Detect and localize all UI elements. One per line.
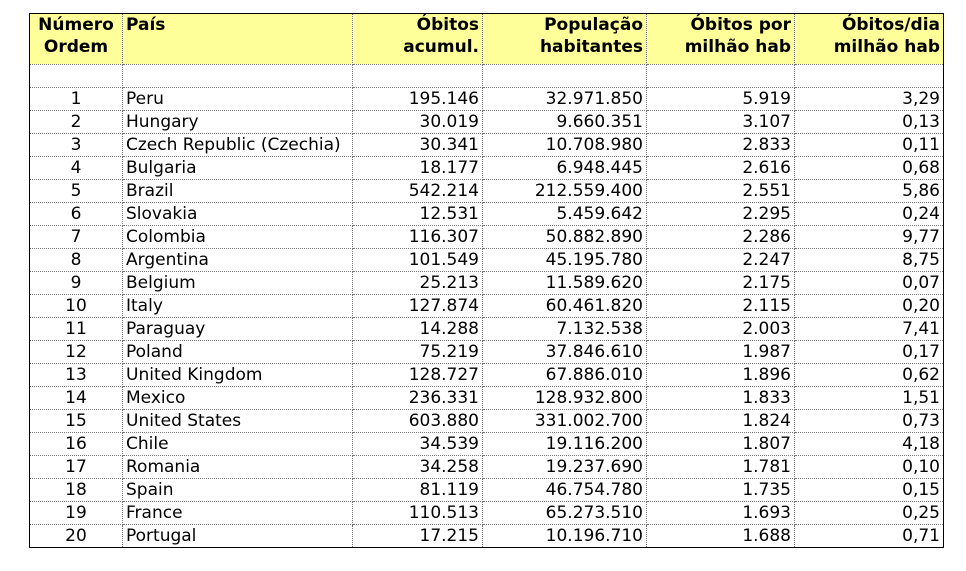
- cell-obitos[interactable]: 17.215: [353, 525, 483, 548]
- header-obitos-dia-line2: milhão hab: [833, 37, 940, 57]
- blank-cell[interactable]: [123, 65, 353, 88]
- table-row: [30, 479, 944, 502]
- cell-ordem[interactable]: 9: [30, 272, 123, 295]
- cell-obitos-dia[interactable]: 3,29: [795, 88, 944, 111]
- table-row: [30, 295, 944, 318]
- header-populacao-line1: População: [544, 15, 643, 35]
- cell-populacao[interactable]: 331.002.700: [483, 410, 647, 433]
- table-row: [30, 525, 944, 548]
- cell-pais[interactable]: Slovakia: [123, 203, 353, 226]
- blank-cell[interactable]: [647, 65, 795, 88]
- cell-populacao[interactable]: 128.932.800: [483, 387, 647, 410]
- cell-obitos[interactable]: 18.177: [353, 157, 483, 180]
- table-row: [30, 180, 944, 203]
- table-row: [30, 364, 944, 387]
- header-obitos-dia-line1: Óbitos/dia: [841, 15, 940, 35]
- cell-populacao[interactable]: 32.971.850: [483, 88, 647, 111]
- cell-obitos-dia[interactable]: 0,17: [795, 341, 944, 364]
- table-row: [30, 157, 944, 180]
- blank-cell[interactable]: [30, 65, 123, 88]
- cell-ordem[interactable]: 16: [30, 433, 123, 456]
- cell-ordem[interactable]: 17: [30, 456, 123, 479]
- cell-obitos-milhao[interactable]: 1.735: [647, 479, 795, 502]
- blank-cell[interactable]: [353, 65, 483, 88]
- table-row: [30, 111, 944, 134]
- cell-populacao[interactable]: 7.132.538: [483, 318, 647, 341]
- cell-ordem[interactable]: 12: [30, 341, 123, 364]
- blank-cell[interactable]: [483, 65, 647, 88]
- cell-obitos[interactable]: 128.727: [353, 364, 483, 387]
- table-row: [30, 456, 944, 479]
- cell-obitos-milhao[interactable]: 1.987: [647, 341, 795, 364]
- cell-obitos[interactable]: 34.539: [353, 433, 483, 456]
- cell-pais[interactable]: Colombia: [123, 226, 353, 249]
- header-obitos-milhao-line2: milhão hab: [684, 37, 791, 57]
- cell-ordem[interactable]: 1: [30, 88, 123, 111]
- cell-obitos-milhao[interactable]: 2.175: [647, 272, 795, 295]
- cell-populacao[interactable]: 11.589.620: [483, 272, 647, 295]
- cell-ordem[interactable]: 19: [30, 502, 123, 525]
- cell-obitos-dia[interactable]: 0,71: [795, 525, 944, 548]
- table-row: [30, 433, 944, 456]
- cell-obitos[interactable]: 30.019: [353, 111, 483, 134]
- cell-populacao[interactable]: 45.195.780: [483, 249, 647, 272]
- cell-obitos[interactable]: 75.219: [353, 341, 483, 364]
- cell-pais[interactable]: Chile: [123, 433, 353, 456]
- cell-obitos[interactable]: 236.331: [353, 387, 483, 410]
- cell-pais[interactable]: Italy: [123, 295, 353, 318]
- cell-obitos-milhao[interactable]: 2.551: [647, 180, 795, 203]
- header-ordem-line2: Ordem: [43, 37, 109, 57]
- cell-populacao[interactable]: 212.559.400: [483, 180, 647, 203]
- cell-pais[interactable]: Czech Republic (Czechia): [123, 134, 353, 157]
- cell-pais[interactable]: United Kingdom: [123, 364, 353, 387]
- cell-obitos-dia[interactable]: 0,62: [795, 364, 944, 387]
- cell-ordem[interactable]: 18: [30, 479, 123, 502]
- cell-obitos-milhao[interactable]: 2.115: [647, 295, 795, 318]
- cell-pais[interactable]: Romania: [123, 456, 353, 479]
- cell-obitos-milhao[interactable]: 2.247: [647, 249, 795, 272]
- cell-obitos-milhao[interactable]: 1.896: [647, 364, 795, 387]
- cell-obitos-milhao[interactable]: 1.688: [647, 525, 795, 548]
- header-populacao[interactable]: [483, 14, 647, 65]
- cell-obitos[interactable]: 110.513: [353, 502, 483, 525]
- cell-ordem[interactable]: 2: [30, 111, 123, 134]
- cell-pais[interactable]: France: [123, 502, 353, 525]
- cell-obitos[interactable]: 34.258: [353, 456, 483, 479]
- cell-obitos-dia[interactable]: 0,11: [795, 134, 944, 157]
- cell-ordem[interactable]: 10: [30, 295, 123, 318]
- cell-obitos-dia[interactable]: 0,68: [795, 157, 944, 180]
- header-ordem-line1: Número: [38, 15, 114, 35]
- cell-obitos[interactable]: 127.874: [353, 295, 483, 318]
- cell-ordem[interactable]: 8: [30, 249, 123, 272]
- header-obitos-dia[interactable]: [795, 14, 944, 65]
- table-row: [30, 203, 944, 226]
- cell-obitos[interactable]: 195.146: [353, 88, 483, 111]
- cell-populacao[interactable]: 65.273.510: [483, 502, 647, 525]
- table-row: [30, 318, 944, 341]
- cell-populacao[interactable]: 60.461.820: [483, 295, 647, 318]
- cell-ordem[interactable]: 4: [30, 157, 123, 180]
- cell-obitos-dia[interactable]: 0,25: [795, 502, 944, 525]
- cell-obitos-dia[interactable]: 4,18: [795, 433, 944, 456]
- cell-pais[interactable]: United States: [123, 410, 353, 433]
- cell-pais[interactable]: Spain: [123, 479, 353, 502]
- cell-obitos-milhao[interactable]: 2.003: [647, 318, 795, 341]
- header-obitos-milhao-line1: Óbitos por: [690, 15, 791, 35]
- table-row: [30, 387, 944, 410]
- header-pais-line1: País: [126, 15, 166, 35]
- table-row: [30, 502, 944, 525]
- cell-obitos-dia[interactable]: 0,24: [795, 203, 944, 226]
- cell-obitos-dia[interactable]: 5,86: [795, 180, 944, 203]
- cell-populacao[interactable]: 50.882.890: [483, 226, 647, 249]
- cell-obitos-milhao[interactable]: 2.833: [647, 134, 795, 157]
- cell-pais[interactable]: Portugal: [123, 525, 353, 548]
- cell-obitos-dia[interactable]: 1,51: [795, 387, 944, 410]
- cell-obitos-milhao[interactable]: 5.919: [647, 88, 795, 111]
- cell-pais[interactable]: Bulgaria: [123, 157, 353, 180]
- cell-ordem[interactable]: 3: [30, 134, 123, 157]
- cell-pais[interactable]: Belgium: [123, 272, 353, 295]
- cell-pais[interactable]: Hungary: [123, 111, 353, 134]
- header-populacao-line2: habitantes: [539, 37, 643, 57]
- cell-obitos-milhao[interactable]: 2.286: [647, 226, 795, 249]
- header-ordem[interactable]: [30, 14, 123, 65]
- header-obitos-line2: acumul.: [403, 37, 479, 57]
- cell-obitos-dia[interactable]: 8,75: [795, 249, 944, 272]
- header-obitos-milhao[interactable]: [647, 14, 795, 65]
- table-row: [30, 410, 944, 433]
- cell-populacao[interactable]: 6.948.445: [483, 157, 647, 180]
- cell-obitos[interactable]: 116.307: [353, 226, 483, 249]
- cell-ordem[interactable]: 11: [30, 318, 123, 341]
- cell-obitos[interactable]: 14.288: [353, 318, 483, 341]
- cell-obitos[interactable]: 101.549: [353, 249, 483, 272]
- cell-populacao[interactable]: 37.846.610: [483, 341, 647, 364]
- cell-pais[interactable]: Brazil: [123, 180, 353, 203]
- cell-obitos-milhao[interactable]: 1.781: [647, 456, 795, 479]
- cell-ordem[interactable]: 6: [30, 203, 123, 226]
- cell-obitos-dia[interactable]: 0,13: [795, 111, 944, 134]
- cell-obitos-dia[interactable]: 7,41: [795, 318, 944, 341]
- cell-obitos-milhao[interactable]: 2.616: [647, 157, 795, 180]
- cell-pais[interactable]: Argentina: [123, 249, 353, 272]
- cell-obitos-dia[interactable]: 0,73: [795, 410, 944, 433]
- cell-populacao[interactable]: 5.459.642: [483, 203, 647, 226]
- cell-populacao[interactable]: 9.660.351: [483, 111, 647, 134]
- cell-obitos[interactable]: 30.341: [353, 134, 483, 157]
- cell-populacao[interactable]: 19.237.690: [483, 456, 647, 479]
- header-obitos[interactable]: [353, 14, 483, 65]
- blank-row: [30, 65, 944, 88]
- cell-populacao[interactable]: 19.116.200: [483, 433, 647, 456]
- header-obitos-line1: Óbitos: [416, 15, 479, 35]
- cell-ordem[interactable]: 20: [30, 525, 123, 548]
- cell-obitos-milhao[interactable]: 1.833: [647, 387, 795, 410]
- cell-pais[interactable]: Paraguay: [123, 318, 353, 341]
- cell-obitos-milhao[interactable]: 1.693: [647, 502, 795, 525]
- table-row: [30, 341, 944, 364]
- cell-obitos-dia[interactable]: 9,77: [795, 226, 944, 249]
- cell-obitos[interactable]: 542.214: [353, 180, 483, 203]
- header-pais[interactable]: [123, 14, 353, 65]
- cell-obitos-dia[interactable]: 0,07: [795, 272, 944, 295]
- table-row: [30, 272, 944, 295]
- cell-ordem[interactable]: 5: [30, 180, 123, 203]
- cell-populacao[interactable]: 46.754.780: [483, 479, 647, 502]
- cell-ordem[interactable]: 15: [30, 410, 123, 433]
- cell-pais[interactable]: Mexico: [123, 387, 353, 410]
- cell-obitos-dia[interactable]: 0,15: [795, 479, 944, 502]
- cell-obitos[interactable]: 81.119: [353, 479, 483, 502]
- table-row: [30, 226, 944, 249]
- cell-obitos-dia[interactable]: 0,20: [795, 295, 944, 318]
- cell-obitos[interactable]: 12.531: [353, 203, 483, 226]
- cell-obitos-milhao[interactable]: 3.107: [647, 111, 795, 134]
- cell-populacao[interactable]: 10.708.980: [483, 134, 647, 157]
- cell-obitos[interactable]: 25.213: [353, 272, 483, 295]
- cell-obitos-milhao[interactable]: 1.807: [647, 433, 795, 456]
- cell-obitos-dia[interactable]: 0,10: [795, 456, 944, 479]
- cell-obitos[interactable]: 603.880: [353, 410, 483, 433]
- cell-obitos-milhao[interactable]: 2.295: [647, 203, 795, 226]
- table-row: [30, 134, 944, 157]
- cell-ordem[interactable]: 13: [30, 364, 123, 387]
- cell-populacao[interactable]: 67.886.010: [483, 364, 647, 387]
- cell-ordem[interactable]: 7: [30, 226, 123, 249]
- header-row: [30, 14, 944, 65]
- table-row: [30, 249, 944, 272]
- table-row: [30, 88, 944, 111]
- covid-deaths-table: [29, 13, 944, 548]
- cell-obitos-milhao[interactable]: 1.824: [647, 410, 795, 433]
- cell-pais[interactable]: Poland: [123, 341, 353, 364]
- cell-populacao[interactable]: 10.196.710: [483, 525, 647, 548]
- blank-cell[interactable]: [795, 65, 944, 88]
- cell-ordem[interactable]: 14: [30, 387, 123, 410]
- cell-pais[interactable]: Peru: [123, 88, 353, 111]
